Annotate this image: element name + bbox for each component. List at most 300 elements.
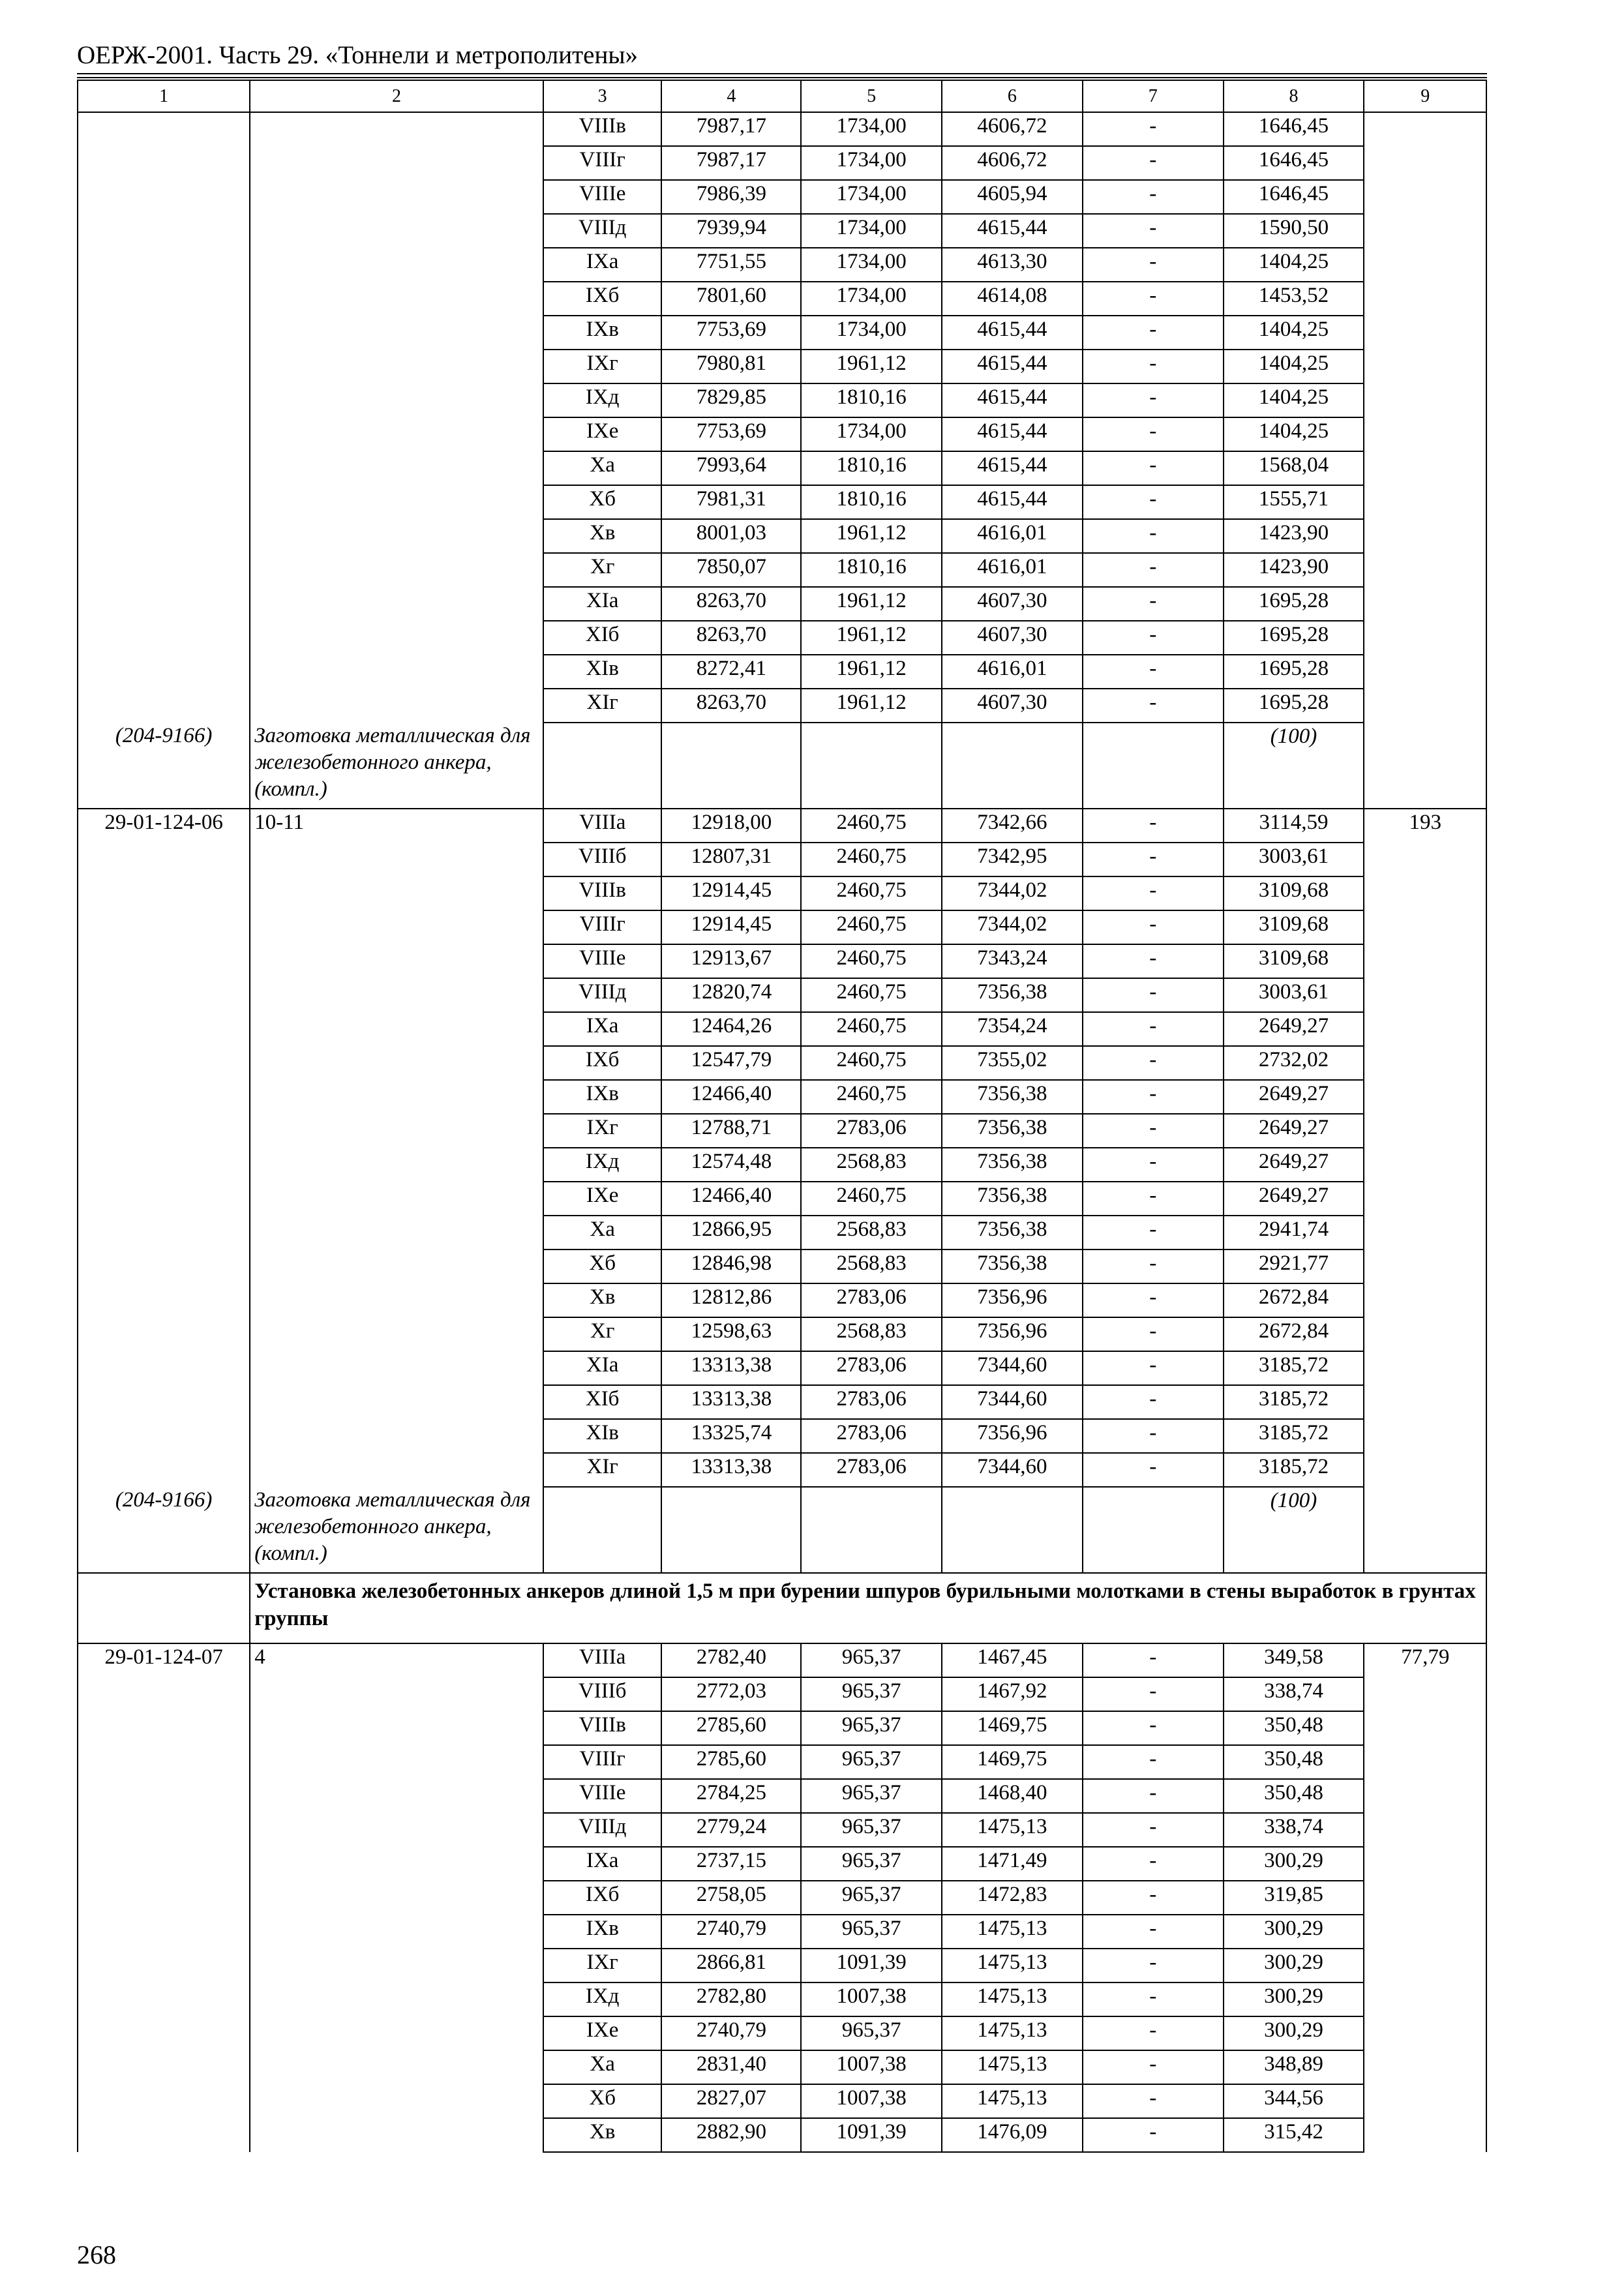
labor-cell — [1364, 2118, 1486, 2152]
group-cell — [250, 1080, 543, 1114]
rate-code-cell — [78, 316, 250, 350]
machine-cost-cell: 7356,38 — [942, 1216, 1083, 1249]
wage-cell: 1007,38 — [801, 2084, 942, 2118]
group-cell — [250, 1351, 543, 1385]
soil-group-cell: VIIIд — [543, 214, 662, 248]
table-row — [78, 843, 1486, 876]
labor-cell — [1364, 248, 1486, 282]
empty-cell — [801, 723, 942, 809]
table-row — [78, 1453, 1486, 1487]
empty-cell — [1364, 1487, 1486, 1573]
rate-code-cell — [78, 1114, 250, 1148]
group-cell — [250, 282, 543, 316]
group-cell — [250, 1182, 543, 1216]
machine-cost-cell: 4613,30 — [942, 248, 1083, 282]
driver-wage-cell: - — [1083, 1915, 1224, 1949]
machine-cost-cell: 7356,38 — [942, 1148, 1083, 1182]
material-cost-cell: 1695,28 — [1224, 621, 1364, 655]
rate-code-cell — [78, 1046, 250, 1080]
machine-cost-cell: 4606,72 — [942, 146, 1083, 180]
labor-cell — [1364, 1114, 1486, 1148]
rate-code-cell — [78, 1982, 250, 2016]
driver-wage-cell: - — [1083, 944, 1224, 978]
driver-wage-cell: - — [1083, 1046, 1224, 1080]
material-cost-cell: 3185,72 — [1224, 1419, 1364, 1453]
total-cost-cell: 12866,95 — [661, 1216, 801, 1249]
material-cost-cell: 2649,27 — [1224, 1080, 1364, 1114]
total-cost-cell: 12820,74 — [661, 978, 801, 1012]
wage-cell: 965,37 — [801, 1881, 942, 1915]
wage-cell: 2460,75 — [801, 1182, 942, 1216]
machine-cost-cell: 7356,38 — [942, 1182, 1083, 1216]
driver-wage-cell: - — [1083, 876, 1224, 910]
driver-wage-cell: - — [1083, 1080, 1224, 1114]
wage-cell: 2460,75 — [801, 978, 942, 1012]
table-row — [78, 214, 1486, 248]
driver-wage-cell: - — [1083, 146, 1224, 180]
machine-cost-cell: 7356,96 — [942, 1283, 1083, 1317]
wage-cell: 2460,75 — [801, 809, 942, 843]
total-cost-cell: 13313,38 — [661, 1453, 801, 1487]
material-cost-cell: 1695,28 — [1224, 587, 1364, 621]
driver-wage-cell: - — [1083, 1881, 1224, 1915]
rate-code-cell — [78, 1813, 250, 1847]
driver-wage-cell: - — [1083, 1182, 1224, 1216]
rate-code-cell: 29-01-124-06 — [78, 809, 250, 843]
wage-cell: 2460,75 — [801, 1046, 942, 1080]
total-cost-cell: 2866,81 — [661, 1949, 801, 1982]
wage-cell: 1810,16 — [801, 451, 942, 485]
total-cost-cell: 12598,63 — [661, 1317, 801, 1351]
labor-cell — [1364, 1745, 1486, 1779]
labor-cell — [1364, 978, 1486, 1012]
group-cell — [250, 248, 543, 282]
total-cost-cell: 2784,25 — [661, 1779, 801, 1813]
table-row — [78, 1915, 1486, 1949]
driver-wage-cell: - — [1083, 1419, 1224, 1453]
wage-cell: 1734,00 — [801, 316, 942, 350]
group-cell — [250, 843, 543, 876]
labor-cell — [1364, 350, 1486, 383]
soil-group-cell: IXб — [543, 282, 662, 316]
labor-cell — [1364, 553, 1486, 587]
total-cost-cell: 12466,40 — [661, 1182, 801, 1216]
material-cost-cell: 1555,71 — [1224, 485, 1364, 519]
total-cost-cell: 13313,38 — [661, 1385, 801, 1419]
machine-cost-cell: 7342,95 — [942, 843, 1083, 876]
driver-wage-cell: - — [1083, 1216, 1224, 1249]
machine-cost-cell: 4615,44 — [942, 383, 1083, 417]
empty-cell — [543, 1487, 662, 1573]
labor-cell — [1364, 214, 1486, 248]
total-cost-cell: 8263,70 — [661, 587, 801, 621]
wage-cell: 1091,39 — [801, 1949, 942, 1982]
empty-cell — [661, 1487, 801, 1573]
soil-group-cell: IXе — [543, 1182, 662, 1216]
machine-cost-cell: 1475,13 — [942, 1982, 1083, 2016]
soil-group-cell: VIIIв — [543, 1711, 662, 1745]
table-row — [78, 621, 1486, 655]
soil-group-cell: XIб — [543, 1385, 662, 1419]
material-cost-cell: 1695,28 — [1224, 689, 1364, 723]
machine-cost-cell: 7354,24 — [942, 1012, 1083, 1046]
labor-cell — [1364, 1677, 1486, 1711]
group-cell — [250, 1813, 543, 1847]
table-row — [78, 282, 1486, 316]
soil-group-cell: XIа — [543, 587, 662, 621]
material-cost-cell: 1453,52 — [1224, 282, 1364, 316]
rate-code-cell — [78, 1216, 250, 1249]
group-cell — [250, 621, 543, 655]
material-cost-cell: 300,29 — [1224, 1982, 1364, 2016]
material-quantity: (100) — [1224, 723, 1364, 809]
rate-code-cell — [78, 451, 250, 485]
machine-cost-cell: 4605,94 — [942, 180, 1083, 214]
column-number-row — [78, 80, 1486, 112]
machine-cost-cell: 1469,75 — [942, 1711, 1083, 1745]
wage-cell: 965,37 — [801, 1813, 942, 1847]
soil-group-cell: IXа — [543, 1847, 662, 1881]
rate-code-cell — [78, 553, 250, 587]
total-cost-cell: 7939,94 — [661, 214, 801, 248]
soil-group-cell: VIIIв — [543, 112, 662, 146]
machine-cost-cell: 7342,66 — [942, 809, 1083, 843]
table-row — [78, 1745, 1486, 1779]
machine-cost-cell: 1475,13 — [942, 2050, 1083, 2084]
group-cell — [250, 1114, 543, 1148]
total-cost-cell: 7987,17 — [661, 146, 801, 180]
labor-cell — [1364, 1813, 1486, 1847]
soil-group-cell: Xг — [543, 553, 662, 587]
driver-wage-cell: - — [1083, 809, 1224, 843]
wage-cell: 2568,83 — [801, 1249, 942, 1283]
machine-cost-cell: 4616,01 — [942, 655, 1083, 689]
machine-cost-cell: 4615,44 — [942, 485, 1083, 519]
rate-code-cell — [78, 1080, 250, 1114]
material-quantity: (100) — [1224, 1487, 1364, 1573]
rate-code-cell — [78, 910, 250, 944]
group-cell — [250, 1283, 543, 1317]
soil-group-cell: Xг — [543, 1317, 662, 1351]
table-row — [78, 485, 1486, 519]
total-cost-cell: 12807,31 — [661, 843, 801, 876]
driver-wage-cell: - — [1083, 519, 1224, 553]
labor-cell — [1364, 944, 1486, 978]
column-number: 9 — [1364, 80, 1486, 112]
total-cost-cell: 12574,48 — [661, 1148, 801, 1182]
group-cell — [250, 1419, 543, 1453]
driver-wage-cell: - — [1083, 282, 1224, 316]
labor-cell — [1364, 2084, 1486, 2118]
table-row — [78, 1317, 1486, 1351]
soil-group-cell: Xб — [543, 2084, 662, 2118]
material-cost-cell: 3114,59 — [1224, 809, 1364, 843]
soil-group-cell: IXд — [543, 383, 662, 417]
labor-cell — [1364, 1982, 1486, 2016]
group-cell — [250, 587, 543, 621]
labor-cell — [1364, 1711, 1486, 1745]
total-cost-cell: 2785,60 — [661, 1745, 801, 1779]
wage-cell: 2460,75 — [801, 1080, 942, 1114]
table-row — [78, 1881, 1486, 1915]
wage-cell: 1810,16 — [801, 485, 942, 519]
group-cell — [250, 1711, 543, 1745]
total-cost-cell: 7751,55 — [661, 248, 801, 282]
soil-group-cell: Xа — [543, 1216, 662, 1249]
driver-wage-cell: - — [1083, 1677, 1224, 1711]
rate-code-cell — [78, 383, 250, 417]
machine-cost-cell: 1475,13 — [942, 2016, 1083, 2050]
total-cost-cell: 2782,80 — [661, 1982, 801, 2016]
wage-cell: 965,37 — [801, 1847, 942, 1881]
empty-cell — [1083, 723, 1224, 809]
rate-code-cell — [78, 689, 250, 723]
labor-cell — [1364, 1080, 1486, 1114]
soil-group-cell: VIIIе — [543, 1779, 662, 1813]
total-cost-cell: 7987,17 — [661, 112, 801, 146]
table-row — [78, 519, 1486, 553]
soil-group-cell: IXг — [543, 350, 662, 383]
soil-group-cell: VIIIа — [543, 809, 662, 843]
soil-group-cell: VIIIг — [543, 1745, 662, 1779]
driver-wage-cell: - — [1083, 350, 1224, 383]
table-row — [78, 1385, 1486, 1419]
wage-cell: 1961,12 — [801, 519, 942, 553]
driver-wage-cell: - — [1083, 1012, 1224, 1046]
machine-cost-cell: 4607,30 — [942, 621, 1083, 655]
driver-wage-cell: - — [1083, 553, 1224, 587]
machine-cost-cell: 1469,75 — [942, 1745, 1083, 1779]
rates-table-body — [78, 80, 1486, 2152]
driver-wage-cell: - — [1083, 180, 1224, 214]
total-cost-cell: 13325,74 — [661, 1419, 801, 1453]
labor-cell — [1364, 282, 1486, 316]
table-row — [78, 1114, 1486, 1148]
wage-cell: 1734,00 — [801, 112, 942, 146]
material-cost-cell: 1423,90 — [1224, 553, 1364, 587]
material-cost-cell: 348,89 — [1224, 2050, 1364, 2084]
driver-wage-cell: - — [1083, 1813, 1224, 1847]
table-row — [78, 1847, 1486, 1881]
table-row — [78, 1779, 1486, 1813]
material-cost-cell: 1590,50 — [1224, 214, 1364, 248]
table-row — [78, 383, 1486, 417]
rate-code-cell — [78, 248, 250, 282]
labor-cell — [1364, 1182, 1486, 1216]
machine-cost-cell: 1476,09 — [942, 2118, 1083, 2152]
table-row — [78, 1949, 1486, 1982]
soil-group-cell: XIг — [543, 1453, 662, 1487]
wage-cell: 965,37 — [801, 2016, 942, 2050]
machine-cost-cell: 1475,13 — [942, 1949, 1083, 1982]
driver-wage-cell: - — [1083, 1385, 1224, 1419]
machine-cost-cell: 7356,38 — [942, 1249, 1083, 1283]
total-cost-cell: 7850,07 — [661, 553, 801, 587]
soil-group-cell: Xв — [543, 1283, 662, 1317]
wage-cell: 2783,06 — [801, 1114, 942, 1148]
material-cost-cell: 2649,27 — [1224, 1114, 1364, 1148]
soil-group-cell: IXб — [543, 1046, 662, 1080]
wage-cell: 965,37 — [801, 1745, 942, 1779]
soil-group-cell: VIIIг — [543, 910, 662, 944]
material-cost-cell: 1568,04 — [1224, 451, 1364, 485]
wage-cell: 1734,00 — [801, 146, 942, 180]
total-cost-cell: 12788,71 — [661, 1114, 801, 1148]
total-cost-cell: 12547,79 — [661, 1046, 801, 1080]
driver-wage-cell: - — [1083, 843, 1224, 876]
wage-cell: 2783,06 — [801, 1283, 942, 1317]
material-cost-cell: 344,56 — [1224, 2084, 1364, 2118]
table-row — [78, 451, 1486, 485]
table-row — [78, 248, 1486, 282]
table-row — [78, 876, 1486, 910]
rate-code-cell — [78, 180, 250, 214]
total-cost-cell: 7986,39 — [661, 180, 801, 214]
soil-group-cell: Xа — [543, 451, 662, 485]
rate-code-cell — [78, 1182, 250, 1216]
wage-cell: 1734,00 — [801, 417, 942, 451]
machine-cost-cell: 4615,44 — [942, 417, 1083, 451]
wage-cell: 1734,00 — [801, 180, 942, 214]
rates-table — [77, 80, 1487, 2153]
material-code: (204-9166) — [78, 1487, 250, 1573]
driver-wage-cell: - — [1083, 1779, 1224, 1813]
soil-group-cell: IXг — [543, 1949, 662, 1982]
machine-cost-cell: 4615,44 — [942, 451, 1083, 485]
group-cell — [250, 2118, 543, 2152]
machine-cost-cell: 1475,13 — [942, 1813, 1083, 1847]
labor-cell — [1364, 1385, 1486, 1419]
driver-wage-cell: - — [1083, 2050, 1224, 2084]
column-number: 3 — [543, 80, 662, 112]
total-cost-cell: 2758,05 — [661, 1881, 801, 1915]
table-row — [78, 417, 1486, 451]
material-cost-cell: 1404,25 — [1224, 383, 1364, 417]
group-cell: 4 — [250, 1643, 543, 1677]
group-cell — [250, 655, 543, 689]
rate-code-cell — [78, 621, 250, 655]
rate-code-cell — [78, 2050, 250, 2084]
labor-cell — [1364, 519, 1486, 553]
table-row — [78, 1249, 1486, 1283]
material-cost-cell: 3109,68 — [1224, 944, 1364, 978]
total-cost-cell: 7993,64 — [661, 451, 801, 485]
empty-cell — [1364, 723, 1486, 809]
rate-code-cell — [78, 843, 250, 876]
soil-group-cell: IXе — [543, 417, 662, 451]
labor-cell — [1364, 1779, 1486, 1813]
section-heading-row — [78, 1573, 1486, 1643]
total-cost-cell: 7980,81 — [661, 350, 801, 383]
material-cost-cell: 319,85 — [1224, 1881, 1364, 1915]
wage-cell: 2460,75 — [801, 910, 942, 944]
soil-group-cell: VIIIг — [543, 146, 662, 180]
soil-group-cell: XIв — [543, 1419, 662, 1453]
total-cost-cell: 2827,07 — [661, 2084, 801, 2118]
group-cell — [250, 1847, 543, 1881]
machine-cost-cell: 4615,44 — [942, 316, 1083, 350]
material-cost-cell: 2921,77 — [1224, 1249, 1364, 1283]
table-row — [78, 1351, 1486, 1385]
wage-cell: 965,37 — [801, 1643, 942, 1677]
group-cell — [250, 180, 543, 214]
labor-cell — [1364, 1046, 1486, 1080]
driver-wage-cell: - — [1083, 1745, 1224, 1779]
table-row — [78, 1148, 1486, 1182]
group-cell — [250, 383, 543, 417]
material-name: Заготовка металлическая для железобетонного анкера, (компл.) — [250, 723, 543, 809]
group-cell — [250, 2084, 543, 2118]
machine-cost-cell: 1471,49 — [942, 1847, 1083, 1881]
total-cost-cell: 2740,79 — [661, 1915, 801, 1949]
rate-code-cell — [78, 2118, 250, 2152]
section-title: Установка железобетонных анкеров длиной 1,5 м при бурении шпуров бурильными молотками в стены выработок в грунтах группы — [250, 1573, 1486, 1643]
labor-cell — [1364, 485, 1486, 519]
wage-cell: 2783,06 — [801, 1453, 942, 1487]
wage-cell: 2783,06 — [801, 1419, 942, 1453]
material-cost-cell: 350,48 — [1224, 1745, 1364, 1779]
empty-cell — [942, 1487, 1083, 1573]
column-number: 7 — [1083, 80, 1224, 112]
group-cell — [250, 2016, 543, 2050]
group-cell — [250, 876, 543, 910]
driver-wage-cell: - — [1083, 1847, 1224, 1881]
machine-cost-cell: 1468,40 — [942, 1779, 1083, 1813]
total-cost-cell: 2782,40 — [661, 1643, 801, 1677]
machine-cost-cell: 1472,83 — [942, 1881, 1083, 1915]
total-cost-cell: 8272,41 — [661, 655, 801, 689]
machine-cost-cell: 7356,38 — [942, 1080, 1083, 1114]
material-cost-cell: 300,29 — [1224, 1915, 1364, 1949]
wage-cell: 2460,75 — [801, 1012, 942, 1046]
labor-cell — [1364, 1453, 1486, 1487]
group-cell — [250, 910, 543, 944]
rate-code-cell — [78, 1283, 250, 1317]
driver-wage-cell: - — [1083, 383, 1224, 417]
wage-cell: 1810,16 — [801, 383, 942, 417]
soil-group-cell: VIIIб — [543, 1677, 662, 1711]
driver-wage-cell: - — [1083, 689, 1224, 723]
table-row — [78, 1216, 1486, 1249]
empty-cell — [78, 1573, 250, 1643]
driver-wage-cell: - — [1083, 1317, 1224, 1351]
material-cost-cell: 1646,45 — [1224, 146, 1364, 180]
material-row — [78, 723, 1486, 809]
material-cost-cell: 1646,45 — [1224, 180, 1364, 214]
rate-code-cell — [78, 1317, 250, 1351]
table-row — [78, 809, 1486, 843]
rate-code-cell — [78, 1711, 250, 1745]
machine-cost-cell: 4615,44 — [942, 350, 1083, 383]
machine-cost-cell: 7356,96 — [942, 1419, 1083, 1453]
group-cell — [250, 1453, 543, 1487]
empty-cell — [942, 723, 1083, 809]
table-row — [78, 1677, 1486, 1711]
driver-wage-cell: - — [1083, 2084, 1224, 2118]
wage-cell: 1961,12 — [801, 350, 942, 383]
table-row — [78, 2016, 1486, 2050]
rate-code-cell — [78, 1915, 250, 1949]
total-cost-cell: 8001,03 — [661, 519, 801, 553]
total-cost-cell: 7753,69 — [661, 316, 801, 350]
machine-cost-cell: 7344,02 — [942, 910, 1083, 944]
table-row — [78, 1711, 1486, 1745]
group-cell — [250, 1915, 543, 1949]
material-cost-cell: 1404,25 — [1224, 350, 1364, 383]
wage-cell: 2568,83 — [801, 1317, 942, 1351]
wage-cell: 1091,39 — [801, 2118, 942, 2152]
labor-cell — [1364, 843, 1486, 876]
